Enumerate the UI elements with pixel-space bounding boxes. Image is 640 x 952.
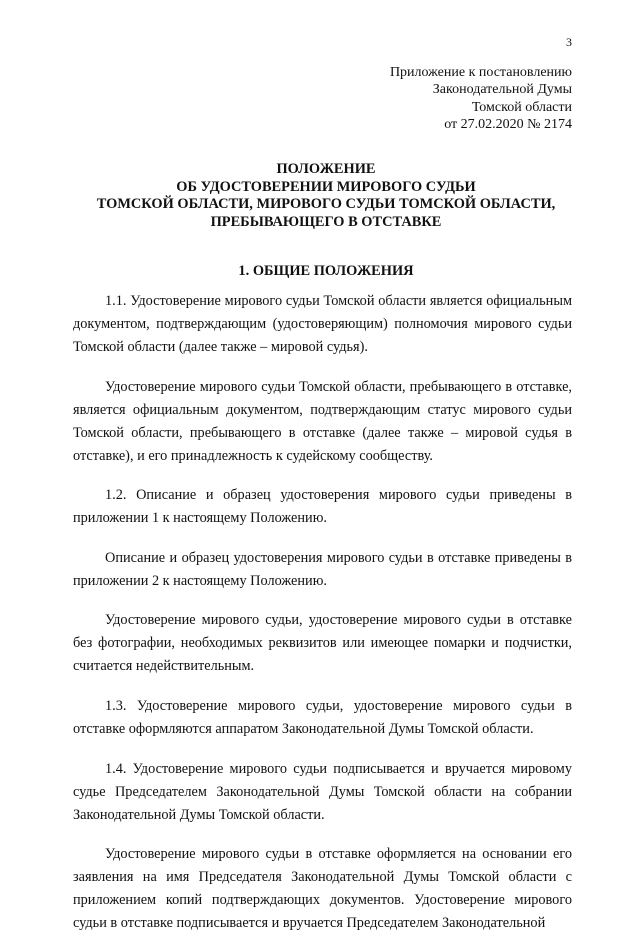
appendix-date-line: от 27.02.2020 № 2174 [444, 116, 572, 132]
section-heading: 1. ОБЩИЕ ПОЛОЖЕНИЯ [238, 263, 414, 279]
document-title [40, 161, 612, 231]
paragraph: 1.2. Описание и образец удостоверения мирового судьи приведены в приложении 1 к настоящему Положению. [73, 487, 572, 527]
appendix-line: Приложение к постановлению [389, 65, 572, 80]
paragraph: 1.4. Удостоверение мирового судьи подписывается и вручается мировому судье Председателем Законодательной Думы Томской области на собрании Законодательной Думы Томской области. [73, 760, 572, 823]
paragraph: 1.1. Удостоверение мирового судьи Томской области является официальным документом, подтверждающим (удостоверяющим) полномочия мирового судьи Томской области (далее также – мировой судья). [73, 293, 572, 355]
appendix-header [272, 64, 572, 133]
appendix-line: Законодательной Думы [432, 82, 572, 98]
paragraph: Удостоверение мирового судьи Томской области, пребывающего в отставке, является официальным документом, подтверждающим статус мирового судьи Томской области, пребывающего в отставке (далее также – мировой судья в отставке), и его принадлежность к судейскому сообществу. [73, 378, 572, 464]
appendix-line: Томской области [471, 99, 572, 115]
paragraph: Описание и образец удостоверения мирового судьи в отставке приведены в приложении 2 к настоящему Положению. [73, 549, 572, 589]
page-number: 3 [566, 35, 572, 49]
paragraph: Удостоверение мирового судьи в отставке оформляется на основании его заявления на имя Председателя Законодательной Думы Томской области с приложением копий подтверждающих документов. Удостоверение мирового судьи в отставке подписывается и вручается Председателем Законодательной [73, 846, 572, 932]
title-line: ПОЛОЖЕНИЕ [276, 161, 376, 177]
title-line: ОБ УДОСТОВЕРЕНИИ МИРОВОГО СУДЬИ [176, 178, 476, 195]
title-line: ТОМСКОЙ ОБЛАСТИ, МИРОВОГО СУДЬИ ТОМСКОЙ ОБЛАСТИ, [96, 196, 556, 212]
paragraph: 1.3. Удостоверение мирового судьи, удостоверение мирового судьи в отставке оформляются аппаратом Законодательной Думы Томской области. [73, 697, 572, 737]
paragraph: Удостоверение мирового судьи, удостоверение мирового судьи в отставке без фотографии, необходимых реквизитов или имеющее помарки и подчистки, считается недействительным. [73, 612, 572, 675]
title-line: ПРЕБЫВАЮЩЕГО В ОТСТАВКЕ [210, 213, 442, 230]
document-body [73, 290, 572, 952]
